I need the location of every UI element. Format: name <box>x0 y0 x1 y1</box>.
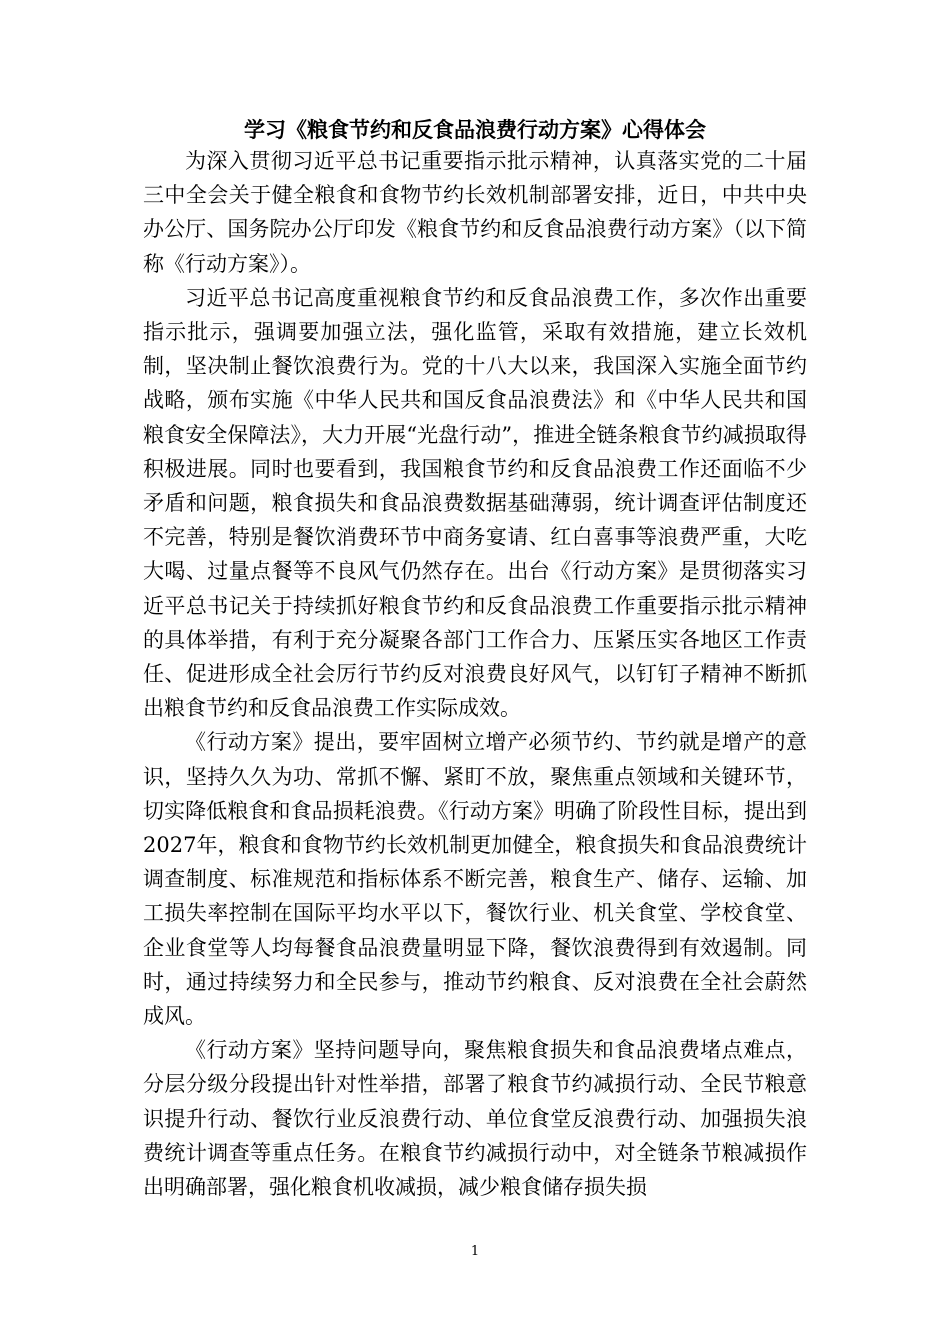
paragraph-background: 习近平总书记高度重视粮食节约和反食品浪费工作，多次作出重要指示批示，强调要加强立法，强化监管，采取有效措施，建立长效机制，坚决制止餐饮浪费行为。党的十八大以来，我国深入实施全面节约战略，颁布实施《中华人民共和国反食品浪费法》和《中华人民共和国粮食安全保障法》，大力开展“光盘行动”，推进全链条粮食节约减损取得积极进展。同时也要看到，我国粮食节约和反食品浪费工作还面临不少矛盾和问题，粮食损失和食品浪费数据基础薄弱，统计调查评估制度还不完善，特别是餐饮消费环节中商务宴请、红白喜事等浪费严重，大吃大喝、过量点餐等不良风气仍然存在。出台《行动方案》是贯彻落实习近平总书记关于持续抓好粮食节约和反食品浪费工作重要指示批示精神的具体举措，有利于充分凝聚各部门工作合力、压紧压实各地区工作责任、促进形成全社会厉行节约反对浪费良好风气，以钉钉子精神不断抓出粮食节约和反食品浪费工作实际成效。 <box>143 285 807 721</box>
paragraph-tasks: 《行动方案》坚持问题导向，聚焦粮食损失和食品浪费堵点难点，分层分级分段提出针对性举措，部署了粮食节约减损行动、全民节粮意识提升行动、餐饮行业反浪费行动、单位食堂反浪费行动、加强损失浪费统计调查等重点任务。在粮食节约减损行动中，对全链条节粮减损作出明确部署，强化粮食机收减损，减少粮食储存损失损 <box>143 1038 807 1200</box>
document-title: 学习《粮食节约和反食品浪费行动方案》心得体会 <box>244 118 706 142</box>
paragraph-goals: 《行动方案》提出，要牢固树立增产必须节约、节约就是增产的意识，坚持久久为功、常抓不懈、紧盯不放，聚焦重点领域和关键环节，切实降低粮食和食品损耗浪费。《行动方案》明确了阶段性目标，提出到2027年，粮食和食物节约长效机制更加健全，粮食损失和食品浪费统计调查制度、标准规范和指标体系不断完善，粮食生产、储存、运输、加工损失率控制在国际平均水平以下，餐饮行业、机关食堂、学校食堂、企业食堂等人均每餐食品浪费量明显下降，餐饮浪费得到有效遏制。同时，通过持续努力和全民参与，推动节约粮食、反对浪费在全社会蔚然成风。 <box>143 730 807 1029</box>
document-body <box>143 144 807 1204</box>
page-number: 1 <box>470 1244 480 1259</box>
paragraph-intro: 为深入贯彻习近平总书记重要指示批示精神，认真落实党的二十届三中全会关于健全粮食和食物节约长效机制部署安排，近日，中共中央办公厅、国务院办公厅印发《粮食节约和反食品浪费行动方案》（以下简称《行动方案》）。 <box>143 149 807 276</box>
